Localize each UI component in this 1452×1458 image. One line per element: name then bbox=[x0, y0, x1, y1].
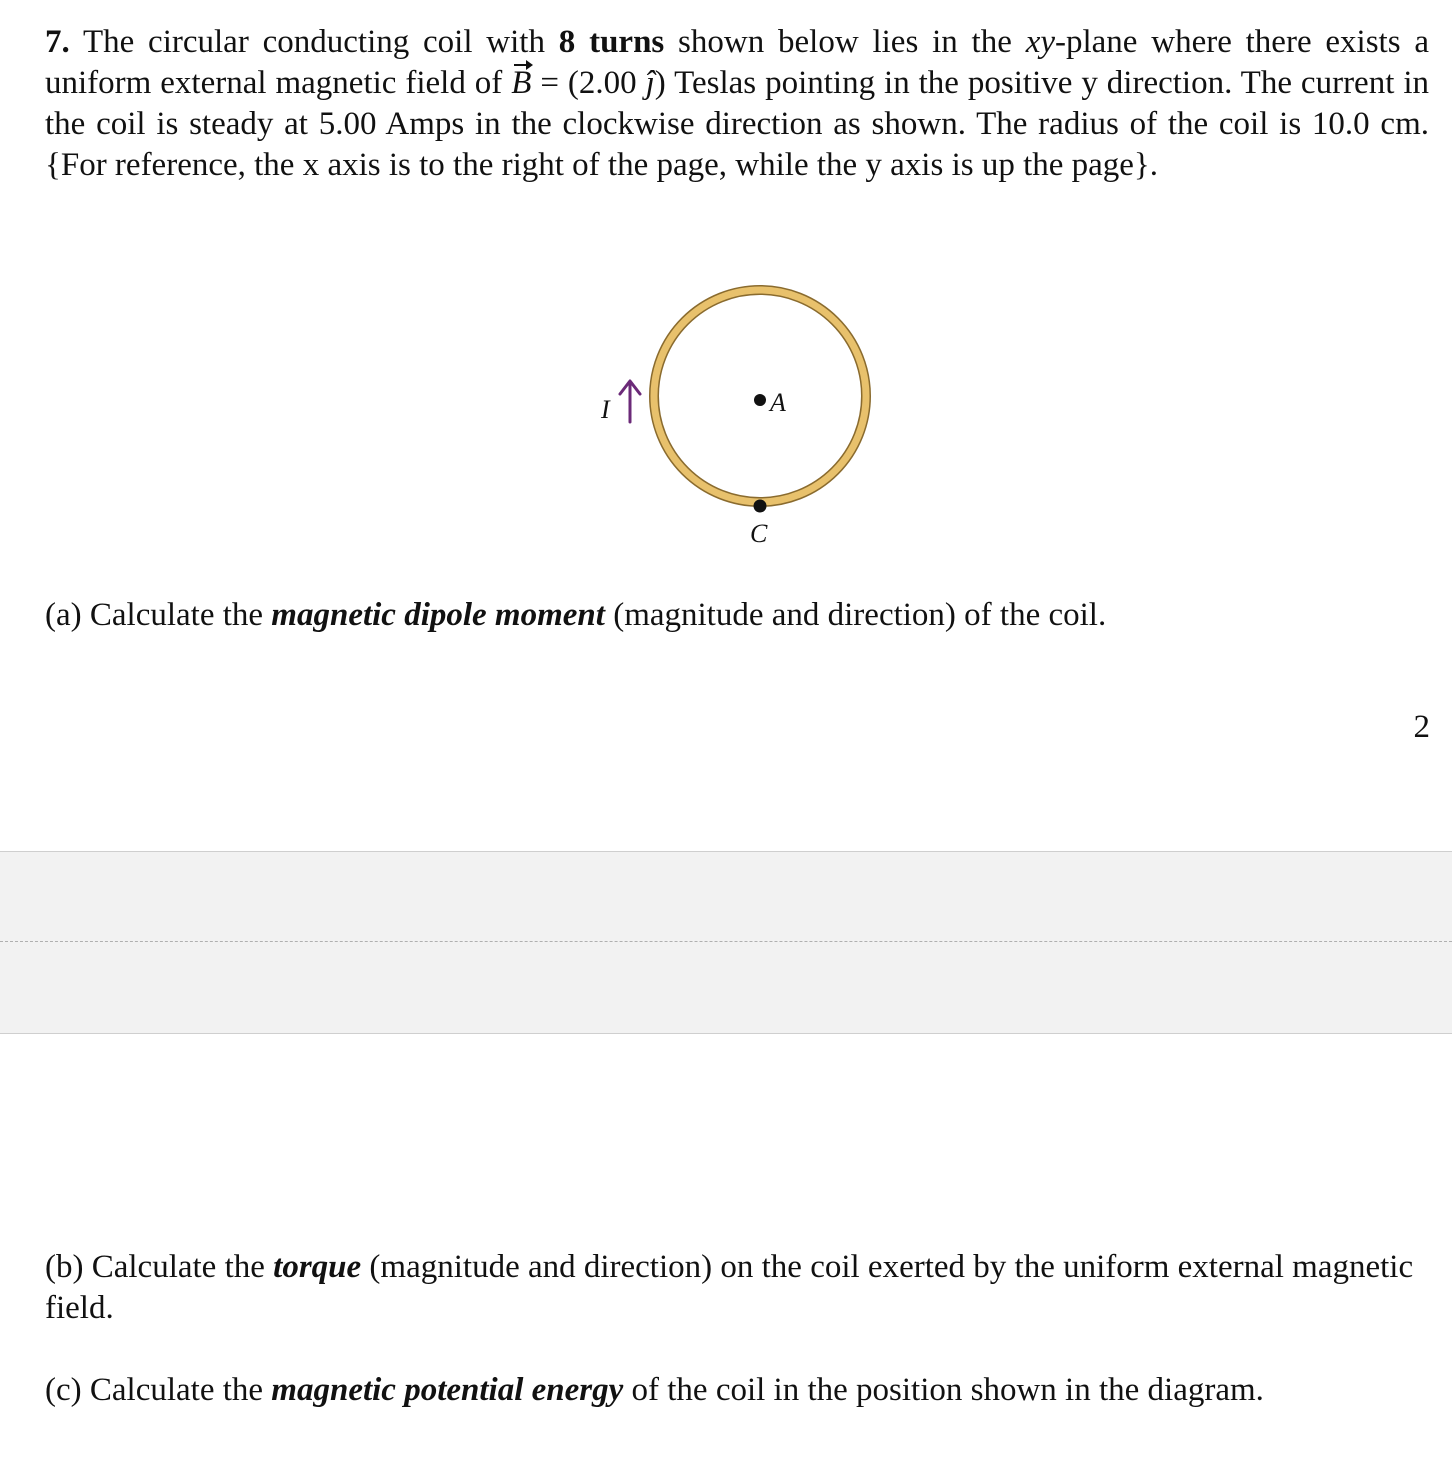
current-arrow-icon bbox=[620, 381, 640, 422]
part-a-suffix: (magnitude and direction) of the coil. bbox=[604, 597, 1107, 633]
part-a bbox=[45, 595, 1429, 636]
field-vector-symbol: B bbox=[511, 63, 531, 104]
problem-text-2: shown below lies in the bbox=[664, 24, 1026, 60]
current-label: I bbox=[601, 395, 610, 424]
point-a-label: A bbox=[770, 388, 786, 417]
point-c-dot bbox=[754, 500, 767, 513]
problem-text-3: -plane where there exists a uniform external magnetic field of bbox=[45, 24, 1430, 101]
problem-number: 7. bbox=[45, 24, 70, 60]
part-a-prefix: (a) Calculate the bbox=[45, 597, 272, 633]
turns-count: 8 turns bbox=[558, 24, 665, 60]
part-c bbox=[45, 1370, 1429, 1411]
part-a-emphasis: magnetic dipole moment bbox=[271, 597, 605, 633]
problem-text-5: ) Teslas pointing in the positive y direction. The current in the coil is steady at 5.00 Amps in the clockwise direction as shown. The radius of the coil is 10.0 cm. {For reference, the x axis is to the right of the page, while the y axis is up the page}. bbox=[45, 65, 1429, 183]
part-b bbox=[45, 1247, 1429, 1329]
part-c-suffix: of the coil in the position shown in the diagram. bbox=[623, 1372, 1264, 1408]
problem-text-1: The circular conducting coil with bbox=[69, 24, 559, 60]
part-b-prefix: (b) Calculate the bbox=[45, 1249, 274, 1285]
point-a-dot bbox=[754, 394, 766, 406]
coil-diagram bbox=[580, 270, 900, 560]
part-b-suffix: (magnitude and direction) on the coil exerted by the uniform external magnetic field. bbox=[45, 1249, 1414, 1326]
part-c-emphasis: magnetic potential energy bbox=[271, 1372, 624, 1408]
page-break bbox=[0, 851, 1452, 1034]
page-number: 2 bbox=[1413, 709, 1430, 745]
part-c-prefix: (c) Calculate the bbox=[45, 1372, 272, 1408]
problem-text-4: = (2.00 bbox=[531, 65, 646, 101]
problem-statement bbox=[45, 22, 1429, 186]
unit-vector-j: ĵ bbox=[645, 65, 655, 101]
part-b-emphasis: torque bbox=[273, 1249, 362, 1285]
point-c-label: C bbox=[750, 519, 768, 548]
page-break-divider bbox=[0, 941, 1452, 942]
plane-label: xy bbox=[1025, 24, 1055, 60]
